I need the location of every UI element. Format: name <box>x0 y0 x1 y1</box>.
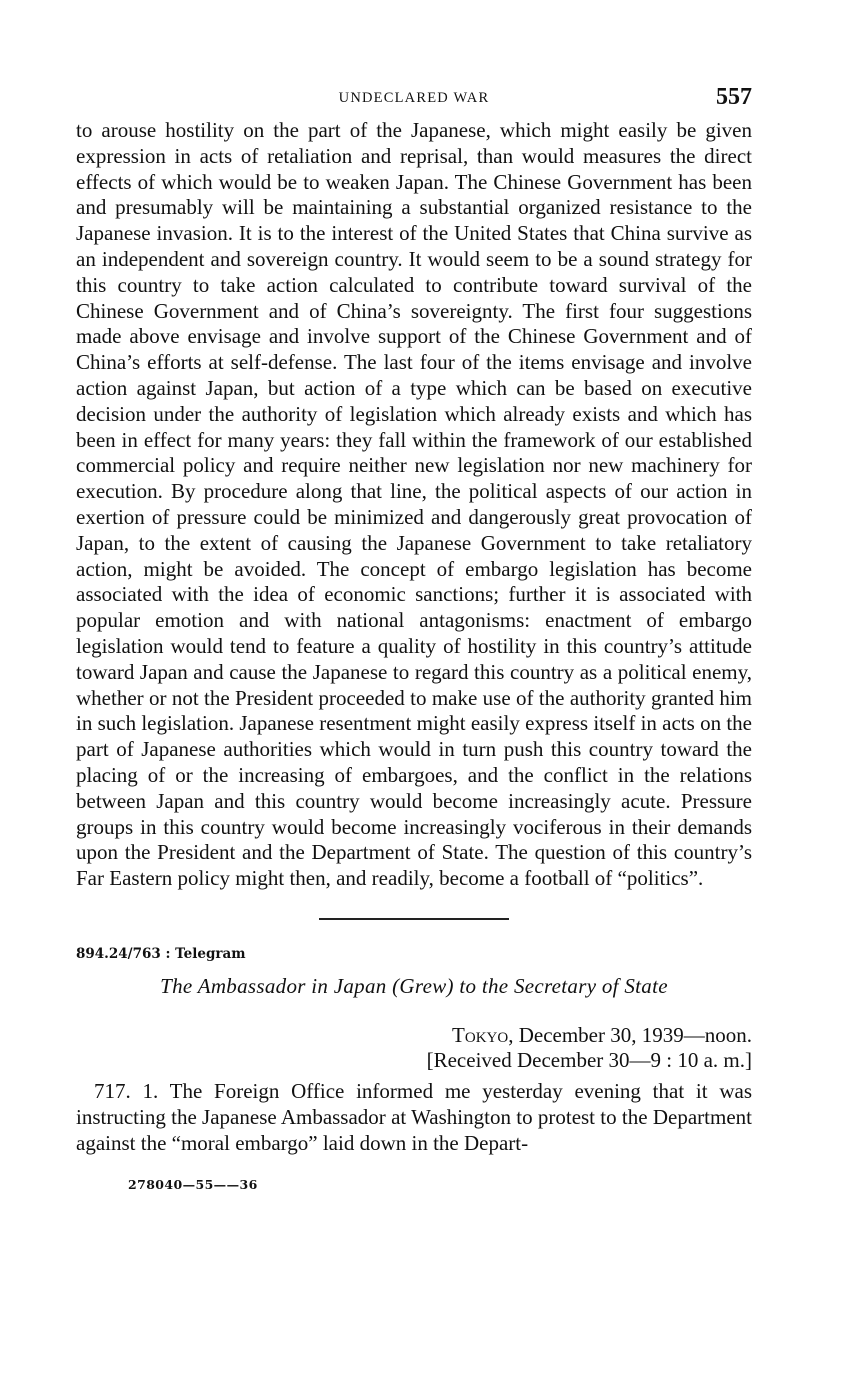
date-text: , December 30, 1939—noon. <box>508 1022 752 1047</box>
section-divider <box>319 918 509 920</box>
telegram-text: 717. 1. The Foreign Office informed me yesterday evening that it was instructing the Japanese Ambassador at Washington to protest to the Department against the “moral embargo” laid down in the Depart- <box>76 1078 752 1155</box>
document-heading: The Ambassador in Japan (Grew) to the Secretary of State <box>160 973 668 998</box>
running-head <box>76 84 752 118</box>
dateline <box>76 1023 752 1073</box>
body-paragraph: to arouse hostility on the part of the Japanese, which might easily be given expression in acts of retaliation and reprisal, than would measures the direct effects of which would be to weaken Japan. The Chinese Government has been and presumably will be maintaining a substantial organized resistance to the Japanese invasion. It is to the interest of the United States that China survive as an independent and sovereign country. It would seem to be a sound strategy for this country to take action calculated to contribute toward survival of the Chinese Government and of China’s sovereignty. The first four suggestions made above envisage and involve support of the Chinese Government and of China’s efforts at self-defense. The last four of the items envisage and involve action against Japan, but action of a type which can be based on executive decision under the authority of legislation which already exists and which has been in effect for many years: they fall within the framework of our established commercial policy and require neither new legislation nor new machinery for execution. By procedure along that line, the political aspects of our action in exertion of pressure could be minimized and dangerously great provocation of Japan, to the extent of causing the Japanese Government to take retaliatory action, might be avoided. The concept of embargo legislation has become associated with the idea of economic sanctions; further it is associated with popular emotion and with national antagonisms: enactment of embargo legislation would tend to feature a quality of hostility in this country’s attitude toward Japan and cause the Japanese to regard this country as a political enemy, whether or not the President proceeded to make use of the authority granted him in such legislation. Japanese resentment might easily express itself in acts on the part of Japanese authorities which would in turn push this country toward the placing of or the increasing of embargoes, and the conflict in the relations between Japan and this country would become increasingly acute. Pressure groups in this country would become increasingly vociferous in their demands upon the President and the Department of State. The question of this country’s Far Eastern policy might then, and readily, become a football of “politics”. <box>76 118 752 891</box>
received-line: [Received December 30—9 : 10 a. m.] <box>426 1047 752 1072</box>
file-reference: 894.24/763 : Telegram <box>76 945 246 962</box>
running-title: UNDECLARED WAR <box>338 90 490 106</box>
print-code: 278040—55——36 <box>128 1177 258 1193</box>
document-page <box>76 84 752 1192</box>
page-number: 557 <box>716 84 752 110</box>
date-line <box>76 1023 752 1048</box>
place-name: Tokyo <box>452 1022 509 1047</box>
